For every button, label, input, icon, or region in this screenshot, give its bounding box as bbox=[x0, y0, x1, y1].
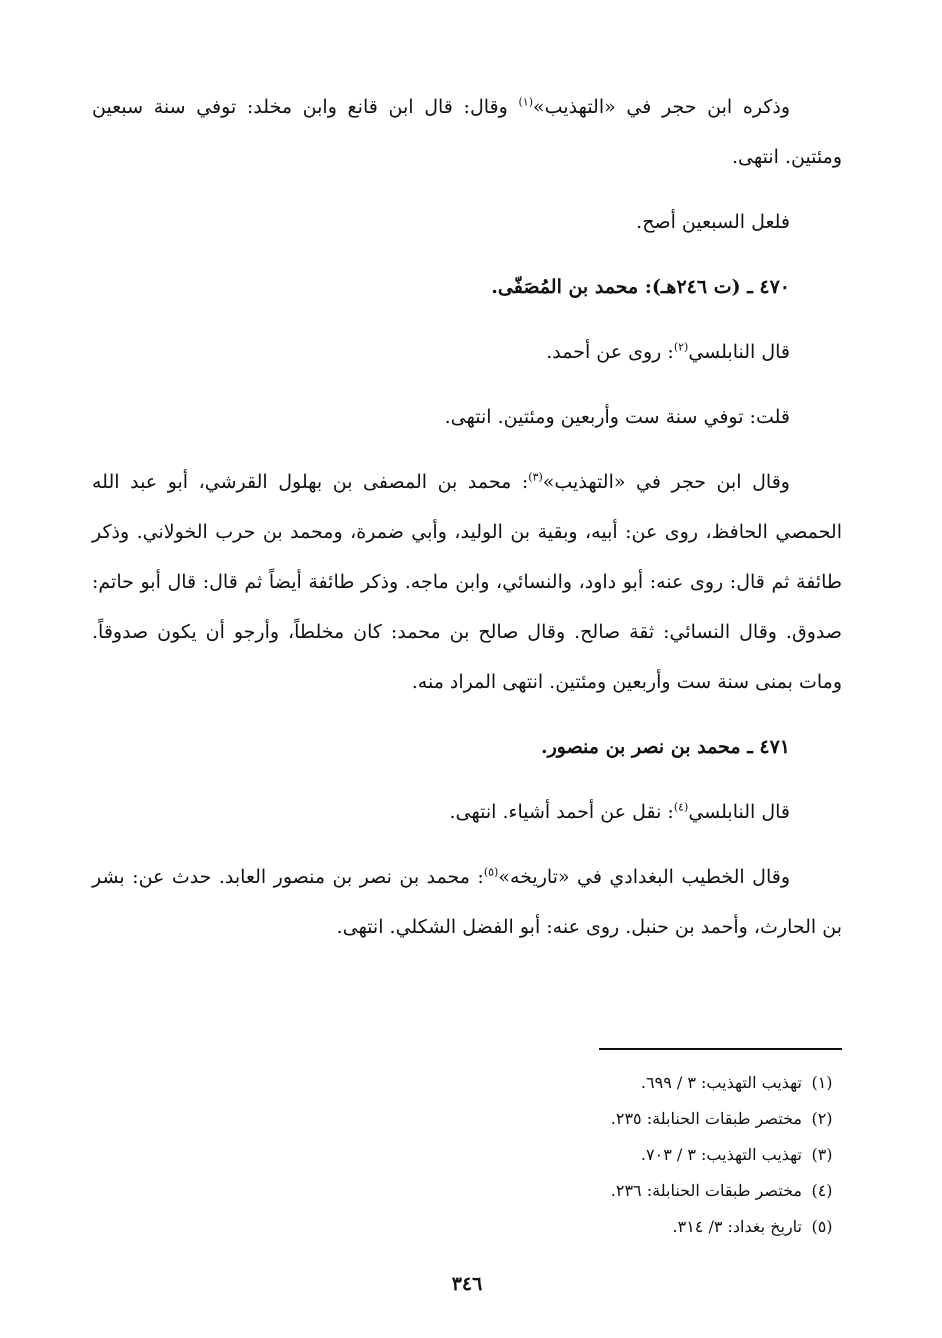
paragraph-text: وقال الخطيب البغدادي في «تاريخه» bbox=[498, 866, 791, 888]
footnote-ref: (٤) bbox=[673, 800, 689, 814]
paragraph-text: : روى عن أحمد. bbox=[546, 341, 674, 363]
entry-heading-471 bbox=[92, 722, 842, 772]
footnote-ref: (١) bbox=[518, 95, 534, 109]
footnote-item bbox=[92, 1065, 842, 1101]
footnote-ref: (٢) bbox=[673, 340, 689, 354]
footnotes-list bbox=[92, 1065, 842, 1245]
footnote-text: تهذيب التهذيب: ٣ / ٧٠٣. bbox=[640, 1145, 802, 1164]
paragraph-text: وقال: قال ابن قانع وابن مخلد: توفي سنة سبعين ومئتين. انتهى. bbox=[92, 96, 842, 168]
footnote-item bbox=[92, 1173, 842, 1209]
footnote-item bbox=[92, 1137, 842, 1173]
entry-number: ٤٧١ ـ bbox=[740, 736, 790, 758]
entry-number: ٤٧٠ ـ bbox=[740, 276, 790, 298]
footnote-number: (٢) bbox=[811, 1109, 833, 1128]
paragraph-ibn-hajar-tahdhib-2 bbox=[92, 457, 842, 707]
entry-title: (ت ٢٤٦هـ): محمد بن المُصَفّى. bbox=[491, 276, 741, 298]
paragraph-death-date: قلت: توفي سنة ست وأربعين ومئتين. انتهى. bbox=[444, 406, 790, 428]
paragraph-nabulsi-1 bbox=[92, 327, 842, 377]
footnote-text: مختصر طبقات الحنابلة: ٢٣٦. bbox=[610, 1181, 802, 1200]
footnote-text: تهذيب التهذيب: ٣ / ٦٩٩. bbox=[640, 1073, 802, 1092]
page-number: ٣٤٦ bbox=[451, 1273, 483, 1295]
paragraph-text: قال النابلسي bbox=[688, 341, 790, 363]
paragraph-khatib-baghdadi bbox=[92, 852, 842, 952]
paragraph-ibn-hajar-tahdhib-1 bbox=[92, 82, 842, 182]
paragraph-text: : محمد بن المصفى بن بهلول القرشي، أبو عبد الله الحمصي الحافظ، روى عن: أبيه، وبقية بن الوليد، وأبي ضمرة، ومحمد بن حرب الخولاني. وذكر طائفة ثم قال: روى عنه: أبو داود، والنسائي، وابن ماجه. وذكر طائفة أيضاً ثم قال: قال أبو حاتم: صدوق. وقال النسائي: ثقة صالح. وقال صالح بن محمد: كان مخلطاً، وأرجو أن يكون صدوقاً. ومات بمنى سنة ست وأربعين ومئتين. انتهى المراد منه. bbox=[92, 471, 842, 693]
footnote-item bbox=[92, 1101, 842, 1137]
footnote-text: مختصر طبقات الحنابلة: ٢٣٥. bbox=[610, 1109, 802, 1128]
footnote-number: (٣) bbox=[811, 1145, 833, 1164]
paragraph-text: قال النابلسي bbox=[688, 801, 790, 823]
footnote-text: تاريخ بغداد: ٣/ ٣١٤. bbox=[672, 1217, 802, 1236]
entry-heading-470 bbox=[92, 262, 842, 312]
footnote-ref: (٣) bbox=[528, 470, 543, 484]
footnote-number: (٤) bbox=[811, 1181, 833, 1200]
footnote-ref: (٥) bbox=[483, 865, 499, 879]
paragraph-text: وقال ابن حجر في «التهذيب» bbox=[542, 471, 790, 493]
entry-title: محمد بن نصر بن منصور. bbox=[540, 736, 741, 758]
paragraph-text: : نقل عن أحمد أشياء. انتهى. bbox=[449, 801, 674, 823]
paragraph-text: وذكره ابن حجر في «التهذيب» bbox=[533, 96, 791, 118]
paragraph-conclusion: فلعل السبعين أصح. bbox=[636, 211, 790, 233]
footnote-item bbox=[92, 1209, 842, 1245]
footnote-divider bbox=[599, 1048, 842, 1050]
footnote-number: (١) bbox=[811, 1073, 833, 1092]
footnote-number: (٥) bbox=[811, 1217, 833, 1236]
document-page bbox=[92, 82, 842, 1338]
paragraph-nabulsi-2 bbox=[92, 787, 842, 837]
paragraph-text: : محمد بن نصر بن منصور العابد. حدث عن: بشر بن الحارث، وأحمد بن حنبل. روى عنه: أبو الفضل الشكلي. انتهى. bbox=[92, 866, 842, 938]
